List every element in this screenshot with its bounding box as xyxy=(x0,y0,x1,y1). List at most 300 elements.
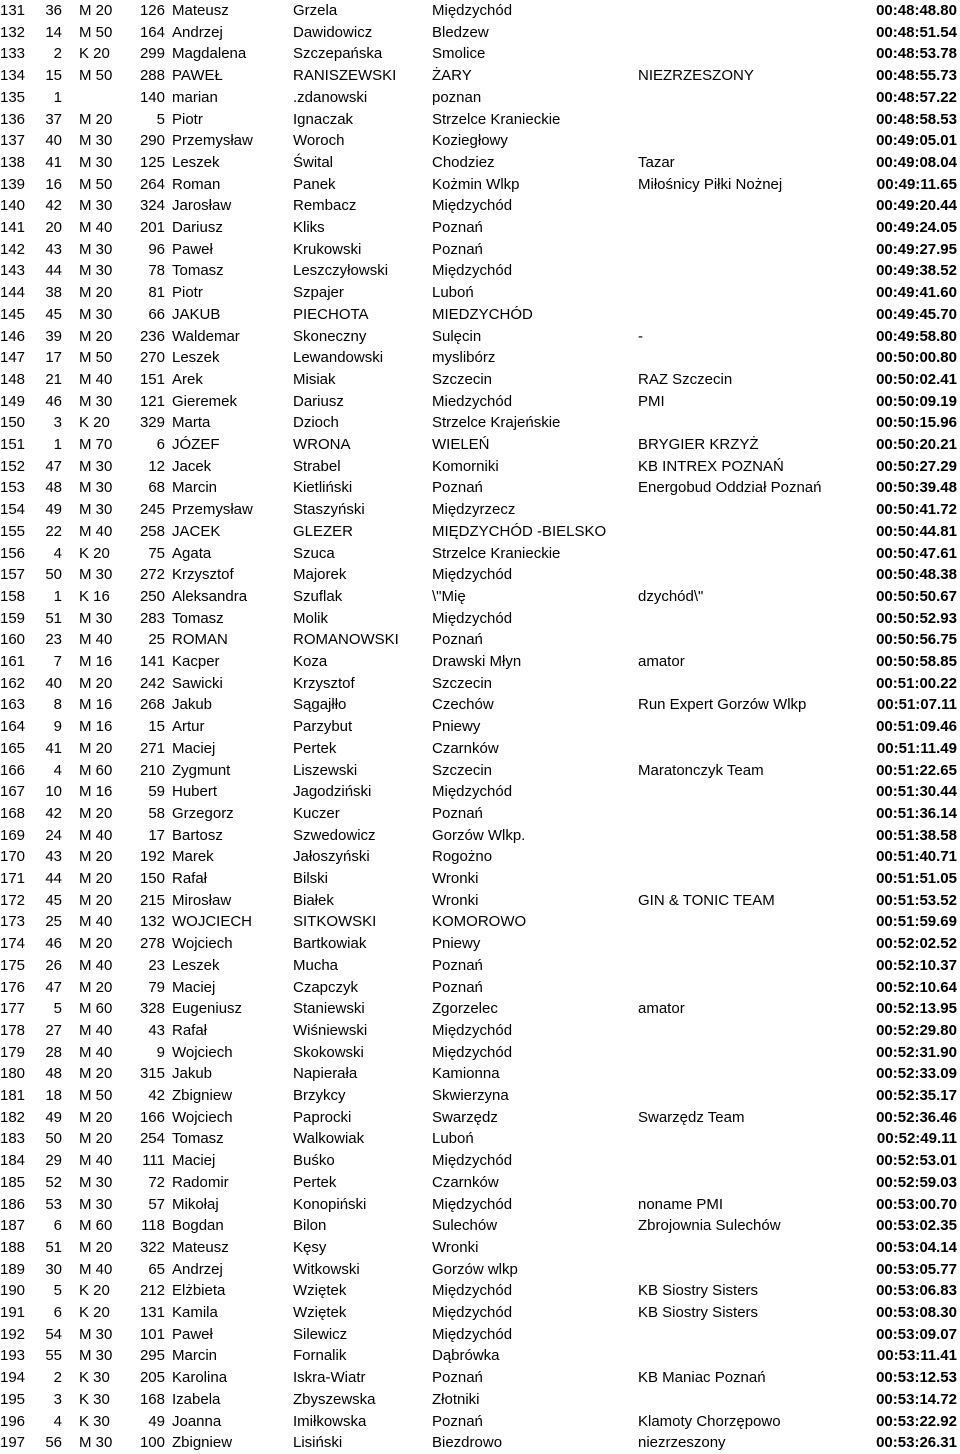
last-name-cell: Ignaczak xyxy=(293,110,354,128)
result-row xyxy=(0,846,960,868)
finish-time-cell: 00:52:49.11 xyxy=(876,1130,957,1148)
result-row xyxy=(0,1432,960,1454)
bib-number-cell: 101 xyxy=(139,1325,165,1343)
club-cell: KB Siostry Sisters xyxy=(638,1304,759,1321)
category-cell: M 60 xyxy=(79,761,113,779)
bib-number-cell: 250 xyxy=(139,587,165,605)
first-name-cell: Jarosław xyxy=(172,197,232,215)
result-row xyxy=(0,673,960,695)
bib-number-cell: 65 xyxy=(148,1260,165,1278)
first-name-cell: Agata xyxy=(172,544,212,562)
overall-place-cell: 138 xyxy=(0,153,26,171)
last-name-cell: ROMANOWSKI xyxy=(293,631,399,649)
overall-place-cell: 181 xyxy=(0,1087,26,1104)
category-place-cell: 4 xyxy=(53,1412,62,1430)
category-cell: M 30 xyxy=(79,392,113,410)
finish-time-cell: 00:50:44.81 xyxy=(876,522,957,540)
overall-place-cell: 142 xyxy=(0,240,26,258)
finish-time-cell: 00:50:02.41 xyxy=(876,370,957,388)
category-place-cell: 45 xyxy=(45,891,62,909)
overall-place-cell: 153 xyxy=(0,479,26,497)
result-row xyxy=(0,217,960,239)
category-cell: M 70 xyxy=(79,436,113,453)
category-place-cell: 18 xyxy=(45,1087,62,1104)
first-name-cell: Joanna xyxy=(172,1412,222,1430)
category-place-cell: 38 xyxy=(45,284,62,302)
category-place-cell: 6 xyxy=(53,1304,62,1321)
club-cell: Swarzędz Team xyxy=(638,1108,745,1126)
category-cell: M 60 xyxy=(79,1000,113,1018)
category-place-cell: 1 xyxy=(53,436,62,453)
finish-time-cell: 00:51:09.46 xyxy=(876,718,957,736)
category-place-cell: 2 xyxy=(53,1369,62,1387)
result-row xyxy=(0,434,960,456)
result-row xyxy=(0,499,960,521)
bib-number-cell: 270 xyxy=(139,349,165,367)
finish-time-cell: 00:50:20.21 xyxy=(876,436,957,453)
bib-number-cell: 43 xyxy=(148,1021,165,1039)
overall-place-cell: 174 xyxy=(0,935,26,953)
finish-time-cell: 00:53:11.41 xyxy=(876,1347,957,1365)
result-row xyxy=(0,911,960,933)
category-place-cell: 5 xyxy=(53,1000,62,1018)
overall-place-cell: 147 xyxy=(0,349,26,367)
overall-place-cell: 157 xyxy=(0,566,26,584)
last-name-cell: Pertek xyxy=(293,739,337,757)
finish-time-cell: 00:51:22.65 xyxy=(876,761,957,779)
overall-place-cell: 197 xyxy=(0,1434,26,1452)
result-row xyxy=(0,1259,960,1281)
city-cell: MIĘDZYCHÓD -BIELSKO xyxy=(432,522,607,540)
overall-place-cell: 177 xyxy=(0,1000,26,1018)
finish-time-cell: 00:51:38.58 xyxy=(876,826,957,844)
result-row xyxy=(0,22,960,44)
bib-number-cell: 210 xyxy=(139,761,165,779)
category-cell: M 30 xyxy=(79,479,113,497)
bib-number-cell: 17 xyxy=(148,826,165,844)
finish-time-cell: 00:48:57.22 xyxy=(876,88,957,106)
category-place-cell: 9 xyxy=(53,718,62,736)
city-cell: Luboń xyxy=(432,284,474,302)
city-cell: Szczecin xyxy=(432,674,493,692)
first-name-cell: Aleksandra xyxy=(172,587,248,605)
last-name-cell: Zbyszewska xyxy=(293,1390,376,1408)
category-cell: M 50 xyxy=(79,175,113,193)
finish-time-cell: 00:49:20.44 xyxy=(876,197,957,215)
finish-time-cell: 00:52:29.80 xyxy=(876,1021,957,1039)
last-name-cell: Iskra-Wiatr xyxy=(293,1369,366,1387)
last-name-cell: Jagodziński xyxy=(293,783,372,801)
finish-time-cell: 00:49:38.52 xyxy=(876,262,957,280)
category-place-cell: 3 xyxy=(53,414,62,432)
bib-number-cell: 299 xyxy=(139,45,165,63)
city-cell: Zgorzelec xyxy=(432,1000,498,1018)
category-place-cell: 42 xyxy=(45,804,62,822)
last-name-cell: Napierała xyxy=(293,1065,358,1083)
last-name-cell: Kuczer xyxy=(293,804,340,822)
bib-number-cell: 111 xyxy=(142,1152,165,1170)
finish-time-cell: 00:51:36.14 xyxy=(876,804,957,822)
result-row xyxy=(0,1063,960,1085)
overall-place-cell: 143 xyxy=(0,262,26,280)
overall-place-cell: 141 xyxy=(0,219,26,236)
bib-number-cell: 328 xyxy=(139,1000,165,1018)
category-place-cell: 28 xyxy=(45,1043,62,1061)
city-cell: Międzychód xyxy=(432,1325,513,1343)
category-cell: M 40 xyxy=(79,522,113,540)
bib-number-cell: 288 xyxy=(139,67,165,85)
overall-place-cell: 140 xyxy=(0,197,26,215)
city-cell: KOMOROWO xyxy=(432,913,527,931)
category-place-cell: 43 xyxy=(45,848,62,866)
finish-time-cell: 00:48:48.80 xyxy=(876,2,957,19)
city-cell: Czarnków xyxy=(432,1173,499,1191)
result-row xyxy=(0,629,960,651)
bib-number-cell: 245 xyxy=(139,501,165,519)
overall-place-cell: 164 xyxy=(0,718,26,736)
category-cell: M 16 xyxy=(79,783,113,801)
category-cell: M 20 xyxy=(79,870,113,887)
category-place-cell: 2 xyxy=(53,45,62,63)
result-row xyxy=(0,0,960,22)
category-cell: M 40 xyxy=(79,219,113,236)
overall-place-cell: 173 xyxy=(0,913,26,931)
last-name-cell: Jałoszyński xyxy=(293,848,370,866)
category-cell: M 40 xyxy=(79,1152,113,1170)
result-row xyxy=(0,977,960,999)
last-name-cell: Krzysztof xyxy=(293,674,355,692)
overall-place-cell: 169 xyxy=(0,826,26,844)
city-cell: Międzychód xyxy=(432,262,513,280)
result-row xyxy=(0,1042,960,1064)
category-cell: M 30 xyxy=(79,1347,113,1365)
category-place-cell: 55 xyxy=(45,1347,62,1365)
overall-place-cell: 132 xyxy=(0,23,26,41)
bib-number-cell: 140 xyxy=(139,88,165,106)
overall-place-cell: 185 xyxy=(0,1173,26,1191)
city-cell: \"Mię xyxy=(432,587,466,605)
first-name-cell: Roman xyxy=(172,175,221,193)
city-cell: Międzychód xyxy=(432,1021,513,1039)
result-row xyxy=(0,412,960,434)
category-cell: M 16 xyxy=(79,696,113,714)
first-name-cell: Artur xyxy=(172,718,205,736)
overall-place-cell: 134 xyxy=(0,67,26,85)
overall-place-cell: 146 xyxy=(0,327,26,345)
category-place-cell: 23 xyxy=(45,631,62,649)
bib-number-cell: 12 xyxy=(148,457,165,475)
overall-place-cell: 170 xyxy=(0,848,26,866)
category-place-cell: 41 xyxy=(45,153,62,171)
city-cell: Biezdrowo xyxy=(432,1434,503,1452)
finish-time-cell: 00:49:24.05 xyxy=(876,219,957,236)
overall-place-cell: 139 xyxy=(0,175,26,193)
first-name-cell: Tomasz xyxy=(172,609,224,627)
category-cell: M 40 xyxy=(79,913,113,931)
city-cell: Pniewy xyxy=(432,718,481,736)
bib-number-cell: 81 xyxy=(148,284,165,302)
category-cell: K 20 xyxy=(79,414,110,432)
category-cell: K 30 xyxy=(79,1412,110,1430)
finish-time-cell: 00:53:04.14 xyxy=(876,1238,957,1256)
category-cell: M 30 xyxy=(79,305,113,323)
category-cell: M 30 xyxy=(79,197,113,215)
result-row xyxy=(0,456,960,478)
first-name-cell: Jakub xyxy=(172,696,213,714)
first-name-cell: Rafał xyxy=(172,870,208,887)
bib-number-cell: 25 xyxy=(148,631,165,649)
finish-time-cell: 00:48:55.73 xyxy=(876,67,957,85)
overall-place-cell: 145 xyxy=(0,305,26,323)
city-cell: WIELEŃ xyxy=(432,436,490,453)
last-name-cell: Wziętek xyxy=(293,1304,347,1321)
category-place-cell: 7 xyxy=(53,653,62,670)
category-cell: M 20 xyxy=(79,327,113,345)
club-cell: KB Maniac Poznań xyxy=(638,1369,766,1387)
bib-number-cell: 151 xyxy=(139,370,165,388)
category-place-cell: 14 xyxy=(45,23,62,41)
finish-time-cell: 00:49:11.65 xyxy=(876,175,957,193)
city-cell: Poznań xyxy=(432,631,483,649)
first-name-cell: Sawicki xyxy=(172,674,223,692)
first-name-cell: Andrzej xyxy=(172,1260,223,1278)
first-name-cell: Jakub xyxy=(172,1065,213,1083)
overall-place-cell: 150 xyxy=(0,414,26,432)
first-name-cell: Maciej xyxy=(172,1152,216,1170)
last-name-cell: Szpajer xyxy=(293,284,344,302)
finish-time-cell: 00:49:08.04 xyxy=(876,153,957,171)
last-name-cell: Pertek xyxy=(293,1173,337,1191)
overall-place-cell: 190 xyxy=(0,1282,26,1300)
result-row xyxy=(0,239,960,261)
city-cell: Poznań xyxy=(432,240,483,258)
first-name-cell: Krzysztof xyxy=(172,566,234,584)
category-place-cell: 37 xyxy=(45,110,62,128)
finish-time-cell: 00:48:58.53 xyxy=(876,110,957,128)
category-place-cell: 10 xyxy=(45,783,62,801)
first-name-cell: Bartosz xyxy=(172,826,223,844)
city-cell: Międzychód xyxy=(432,2,513,19)
category-cell: K 20 xyxy=(79,1304,110,1321)
last-name-cell: Wziętek xyxy=(293,1282,347,1300)
category-place-cell: 46 xyxy=(45,935,62,953)
last-name-cell: Molik xyxy=(293,609,329,627)
last-name-cell: Dawidowicz xyxy=(293,23,373,41)
result-row xyxy=(0,43,960,65)
first-name-cell: Zbigniew xyxy=(172,1434,233,1452)
result-row xyxy=(0,87,960,109)
overall-place-cell: 135 xyxy=(0,88,26,106)
finish-time-cell: 00:52:31.90 xyxy=(876,1043,957,1061)
result-row xyxy=(0,521,960,543)
finish-time-cell: 00:52:33.09 xyxy=(876,1065,957,1083)
city-cell: Poznań xyxy=(432,1369,483,1387)
result-row xyxy=(0,1345,960,1367)
bib-number-cell: 75 xyxy=(148,544,165,562)
category-place-cell: 26 xyxy=(45,956,62,974)
bib-number-cell: 68 xyxy=(148,479,165,497)
category-cell: M 30 xyxy=(79,1325,113,1343)
result-row xyxy=(0,130,960,152)
club-cell: niezrzeszony xyxy=(638,1434,726,1452)
category-cell: M 40 xyxy=(79,826,113,844)
city-cell: Komorniki xyxy=(432,457,499,475)
bib-number-cell: 215 xyxy=(139,891,165,909)
bib-number-cell: 23 xyxy=(148,956,165,974)
finish-time-cell: 00:51:07.11 xyxy=(876,696,957,714)
category-place-cell: 4 xyxy=(53,761,62,779)
last-name-cell: Panek xyxy=(293,175,336,193)
first-name-cell: Dariusz xyxy=(172,219,223,236)
city-cell: Sulęcin xyxy=(432,327,482,345)
finish-time-cell: 00:53:12.53 xyxy=(876,1369,957,1387)
first-name-cell: Marta xyxy=(172,414,211,432)
last-name-cell: Skokowski xyxy=(293,1043,364,1061)
category-cell: M 20 xyxy=(79,804,113,822)
last-name-cell: Mucha xyxy=(293,956,339,974)
category-cell: M 20 xyxy=(79,978,113,996)
finish-time-cell: 00:49:41.60 xyxy=(876,284,957,302)
finish-time-cell: 00:52:10.37 xyxy=(876,956,957,974)
first-name-cell: Tomasz xyxy=(172,262,224,280)
city-cell: Kamionna xyxy=(432,1065,500,1083)
result-row xyxy=(0,586,960,608)
city-cell: Poznań xyxy=(432,1412,483,1430)
result-row xyxy=(0,1128,960,1150)
last-name-cell: GLEZER xyxy=(293,522,354,540)
finish-time-cell: 00:53:02.35 xyxy=(876,1217,957,1235)
bib-number-cell: 132 xyxy=(139,913,165,931)
last-name-cell: Bilon xyxy=(293,1217,327,1235)
bib-number-cell: 5 xyxy=(156,110,165,128)
city-cell: Międzychód xyxy=(432,609,513,627)
last-name-cell: Paprocki xyxy=(293,1108,352,1126)
category-place-cell: 41 xyxy=(45,739,62,757)
bib-number-cell: 290 xyxy=(139,132,165,150)
city-cell: Międzychód xyxy=(432,783,513,801)
overall-place-cell: 172 xyxy=(0,891,26,909)
first-name-cell: Gieremek xyxy=(172,392,238,410)
last-name-cell: Krukowski xyxy=(293,240,362,258)
first-name-cell: Piotr xyxy=(172,110,203,128)
city-cell: Pniewy xyxy=(432,935,481,953)
bib-number-cell: 264 xyxy=(139,175,165,193)
city-cell: Poznań xyxy=(432,804,483,822)
finish-time-cell: 00:52:36.46 xyxy=(876,1108,957,1126)
last-name-cell: Kliks xyxy=(293,219,325,236)
city-cell: Miedzychód xyxy=(432,392,513,410)
overall-place-cell: 158 xyxy=(0,587,26,605)
category-cell: K 20 xyxy=(79,544,110,562)
finish-time-cell: 00:49:05.01 xyxy=(876,132,957,150)
overall-place-cell: 149 xyxy=(0,392,26,410)
first-name-cell: Wojciech xyxy=(172,1043,233,1061)
city-cell: Międzychód xyxy=(432,1043,513,1061)
finish-time-cell: 00:52:59.03 xyxy=(876,1173,957,1191)
last-name-cell: Śwital xyxy=(293,153,334,171)
result-row xyxy=(0,803,960,825)
finish-time-cell: 00:50:47.61 xyxy=(876,544,957,562)
category-place-cell: 40 xyxy=(45,132,62,150)
city-cell: Poznań xyxy=(432,479,483,497)
category-place-cell: 51 xyxy=(45,609,62,627)
first-name-cell: Mateusz xyxy=(172,2,229,19)
city-cell: Międzychód xyxy=(432,566,513,584)
city-cell: Złotniki xyxy=(432,1390,480,1408)
last-name-cell: SITKOWSKI xyxy=(293,913,377,931)
city-cell: Dąbrówka xyxy=(432,1347,500,1365)
overall-place-cell: 152 xyxy=(0,457,26,475)
category-place-cell: 42 xyxy=(45,197,62,215)
finish-time-cell: 00:53:05.77 xyxy=(876,1260,957,1278)
city-cell: Sulechów xyxy=(432,1217,498,1235)
last-name-cell: Dariusz xyxy=(293,392,344,410)
city-cell: Międzyrzecz xyxy=(432,501,516,519)
category-cell: M 30 xyxy=(79,1173,113,1191)
city-cell: Chodziez xyxy=(432,153,495,171)
result-row xyxy=(0,65,960,87)
first-name-cell: Grzegorz xyxy=(172,804,234,822)
club-cell: BRYGIER KRZYŻ xyxy=(638,436,759,453)
category-cell: M 16 xyxy=(79,653,113,670)
city-cell: Poznań xyxy=(432,956,483,974)
bib-number-cell: 164 xyxy=(139,23,165,41)
category-cell: K 20 xyxy=(79,45,110,63)
finish-time-cell: 00:51:51.05 xyxy=(876,870,957,887)
bib-number-cell: 6 xyxy=(156,436,165,453)
result-row xyxy=(0,564,960,586)
last-name-cell: Imiłkowska xyxy=(293,1412,367,1430)
last-name-cell: Staniewski xyxy=(293,1000,365,1018)
result-row xyxy=(0,195,960,217)
last-name-cell: Białek xyxy=(293,891,334,909)
overall-place-cell: 166 xyxy=(0,761,26,779)
last-name-cell: Dzioch xyxy=(293,414,339,432)
category-place-cell: 43 xyxy=(45,240,62,258)
category-place-cell: 51 xyxy=(45,1238,62,1256)
result-row xyxy=(0,1085,960,1107)
last-name-cell: Lisiński xyxy=(293,1434,343,1452)
finish-time-cell: 00:50:48.38 xyxy=(876,566,957,584)
first-name-cell: JAKUB xyxy=(172,305,221,323)
overall-place-cell: 162 xyxy=(0,674,26,692)
bib-number-cell: 295 xyxy=(139,1347,165,1365)
first-name-cell: JÓZEF xyxy=(172,436,220,453)
city-cell: MIEDZYCHÓD xyxy=(432,305,533,323)
category-cell: M 20 xyxy=(79,848,113,866)
finish-time-cell: 00:53:06.83 xyxy=(876,1282,957,1300)
overall-place-cell: 137 xyxy=(0,132,26,150)
bib-number-cell: 254 xyxy=(139,1130,165,1148)
club-cell: Maratonczyk Team xyxy=(638,761,764,779)
category-cell: M 20 xyxy=(79,674,113,692)
first-name-cell: Leszek xyxy=(172,956,220,974)
first-name-cell: Zygmunt xyxy=(172,761,231,779)
bib-number-cell: 272 xyxy=(139,566,165,584)
overall-place-cell: 192 xyxy=(0,1325,26,1343)
city-cell: Skwierzyna xyxy=(432,1087,509,1104)
category-cell: M 40 xyxy=(79,631,113,649)
result-row xyxy=(0,760,960,782)
first-name-cell: Kacper xyxy=(172,653,220,670)
first-name-cell: Mirosław xyxy=(172,891,232,909)
city-cell: Kożmin Wlkp xyxy=(432,175,520,193)
last-name-cell: Rembacz xyxy=(293,197,357,215)
club-cell: Run Expert Gorzów Wlkp xyxy=(638,696,807,714)
category-place-cell: 3 xyxy=(53,1390,62,1408)
result-row xyxy=(0,152,960,174)
category-place-cell: 20 xyxy=(45,219,62,236)
